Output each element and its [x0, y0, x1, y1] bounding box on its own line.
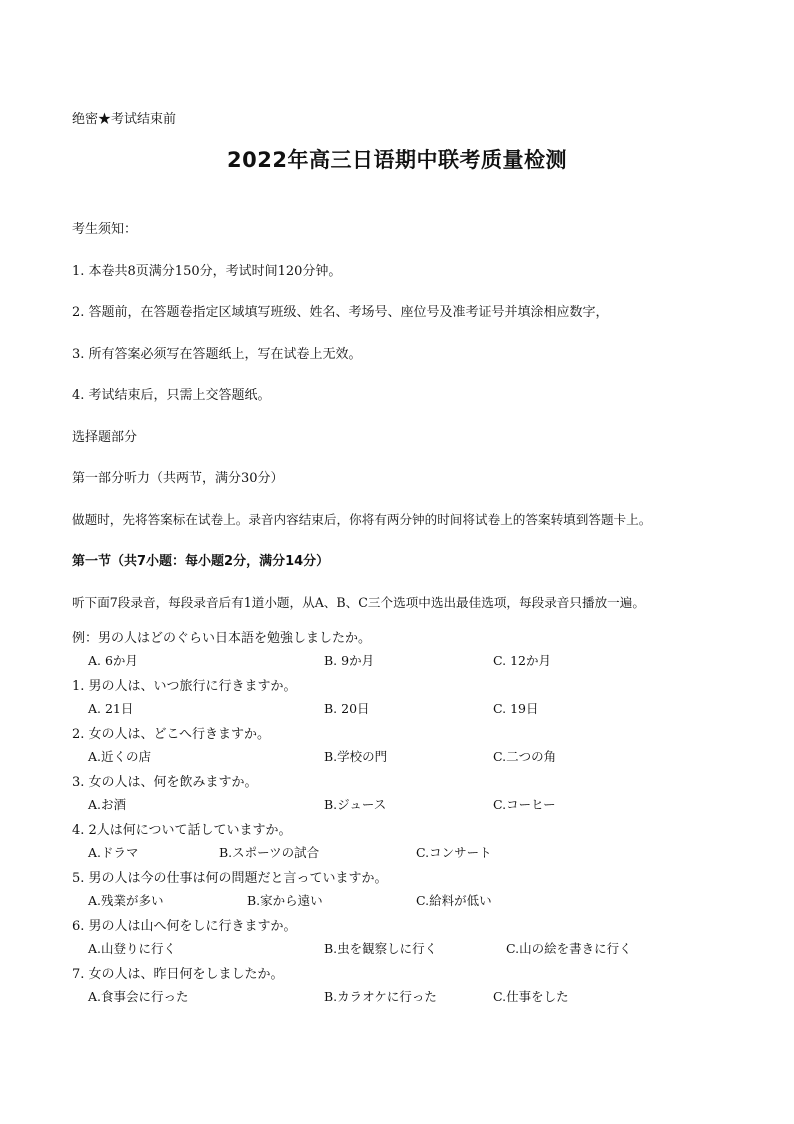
question-stem: 5. 男の人は今の仕事は何の問題だと言っていますか。: [72, 871, 388, 886]
option-c: C.二つの角: [493, 749, 557, 764]
notice-item: 4. 考试结束后，只需上交答题纸。: [72, 388, 271, 403]
question-stem: 7. 女の人は、昨日何をしましたか。: [72, 967, 284, 982]
question-stem: 1. 男の人は、いつ旅行に行きますか。: [72, 679, 297, 694]
part1-instruction: 做题时，先将答案标在试卷上。录音内容结束后，你将有两分钟的时间将试卷上的答案转填到答题卡上。: [72, 512, 652, 527]
option-a: A. 21日: [88, 701, 134, 716]
notice-heading: 考生须知：: [72, 222, 138, 237]
notice-item: 3. 所有答案必须写在答题纸上，写在试卷上无效。: [72, 347, 362, 362]
option-a: A. 6か月: [88, 653, 138, 668]
option-a: A.お酒: [88, 797, 127, 812]
option-c: C. 12か月: [493, 653, 551, 668]
option-b: B.学校の門: [324, 749, 388, 764]
option-c: C.山の絵を書きに行く: [506, 941, 632, 956]
option-b: B.ジュース: [324, 797, 387, 812]
option-b: B.スポーツの試合: [219, 845, 320, 860]
option-c: C.仕事をした: [493, 989, 569, 1004]
secret-mark: 绝密★考试结束前: [72, 112, 177, 127]
question-stem: 6. 男の人は山へ何をしに行きますか。: [72, 919, 297, 934]
question-stem: 4. 2人は何について話していますか。: [72, 823, 292, 838]
notice-item: 1. 本卷共8页满分150分，考试时间120分钟。: [72, 264, 342, 279]
option-a: A.食事会に行った: [88, 989, 189, 1004]
choice-heading: 选择题部分: [72, 430, 138, 445]
notice-item: 2. 答题前，在答题卷指定区域填写班级、姓名、考场号、座位号及准考证号并填涂相应数字，: [72, 305, 609, 320]
option-b: B. 9か月: [324, 653, 375, 668]
option-c: C.給料が低い: [416, 893, 492, 908]
question-stem: 例：男の人はどのぐらい日本語を勉強しましたか。: [72, 631, 372, 646]
option-a: A.ドラマ: [88, 845, 139, 860]
option-a: A.近くの店: [88, 749, 152, 764]
option-b: B.カラオケに行った: [324, 989, 437, 1004]
option-b: B.虫を観察しに行く: [324, 941, 438, 956]
option-b: B. 20日: [324, 701, 370, 716]
page-title: 2022年高三日语期中联考质量检测: [227, 148, 567, 172]
option-a: A.残業が多い: [88, 893, 164, 908]
option-a: A.山登りに行く: [88, 941, 177, 956]
question-stem: 3. 女の人は、何を飲みますか。: [72, 775, 258, 790]
part1-heading: 第一部分听力（共两节，满分30分）: [72, 471, 284, 486]
option-b: B.家から遠い: [247, 893, 323, 908]
option-c: C. 19日: [493, 701, 539, 716]
section1-heading: 第一节（共7小题：每小题2分，满分14分）: [72, 554, 330, 569]
question-stem: 2. 女の人は、どこへ行きますか。: [72, 727, 271, 742]
section1-instruction: 听下面7段录音，每段录音后有1道小题，从A、B、C三个选项中选出最佳选项，每段录音只播放一遍。: [72, 595, 645, 610]
option-c: C.コーヒー: [493, 797, 556, 812]
option-c: C.コンサート: [416, 845, 492, 860]
